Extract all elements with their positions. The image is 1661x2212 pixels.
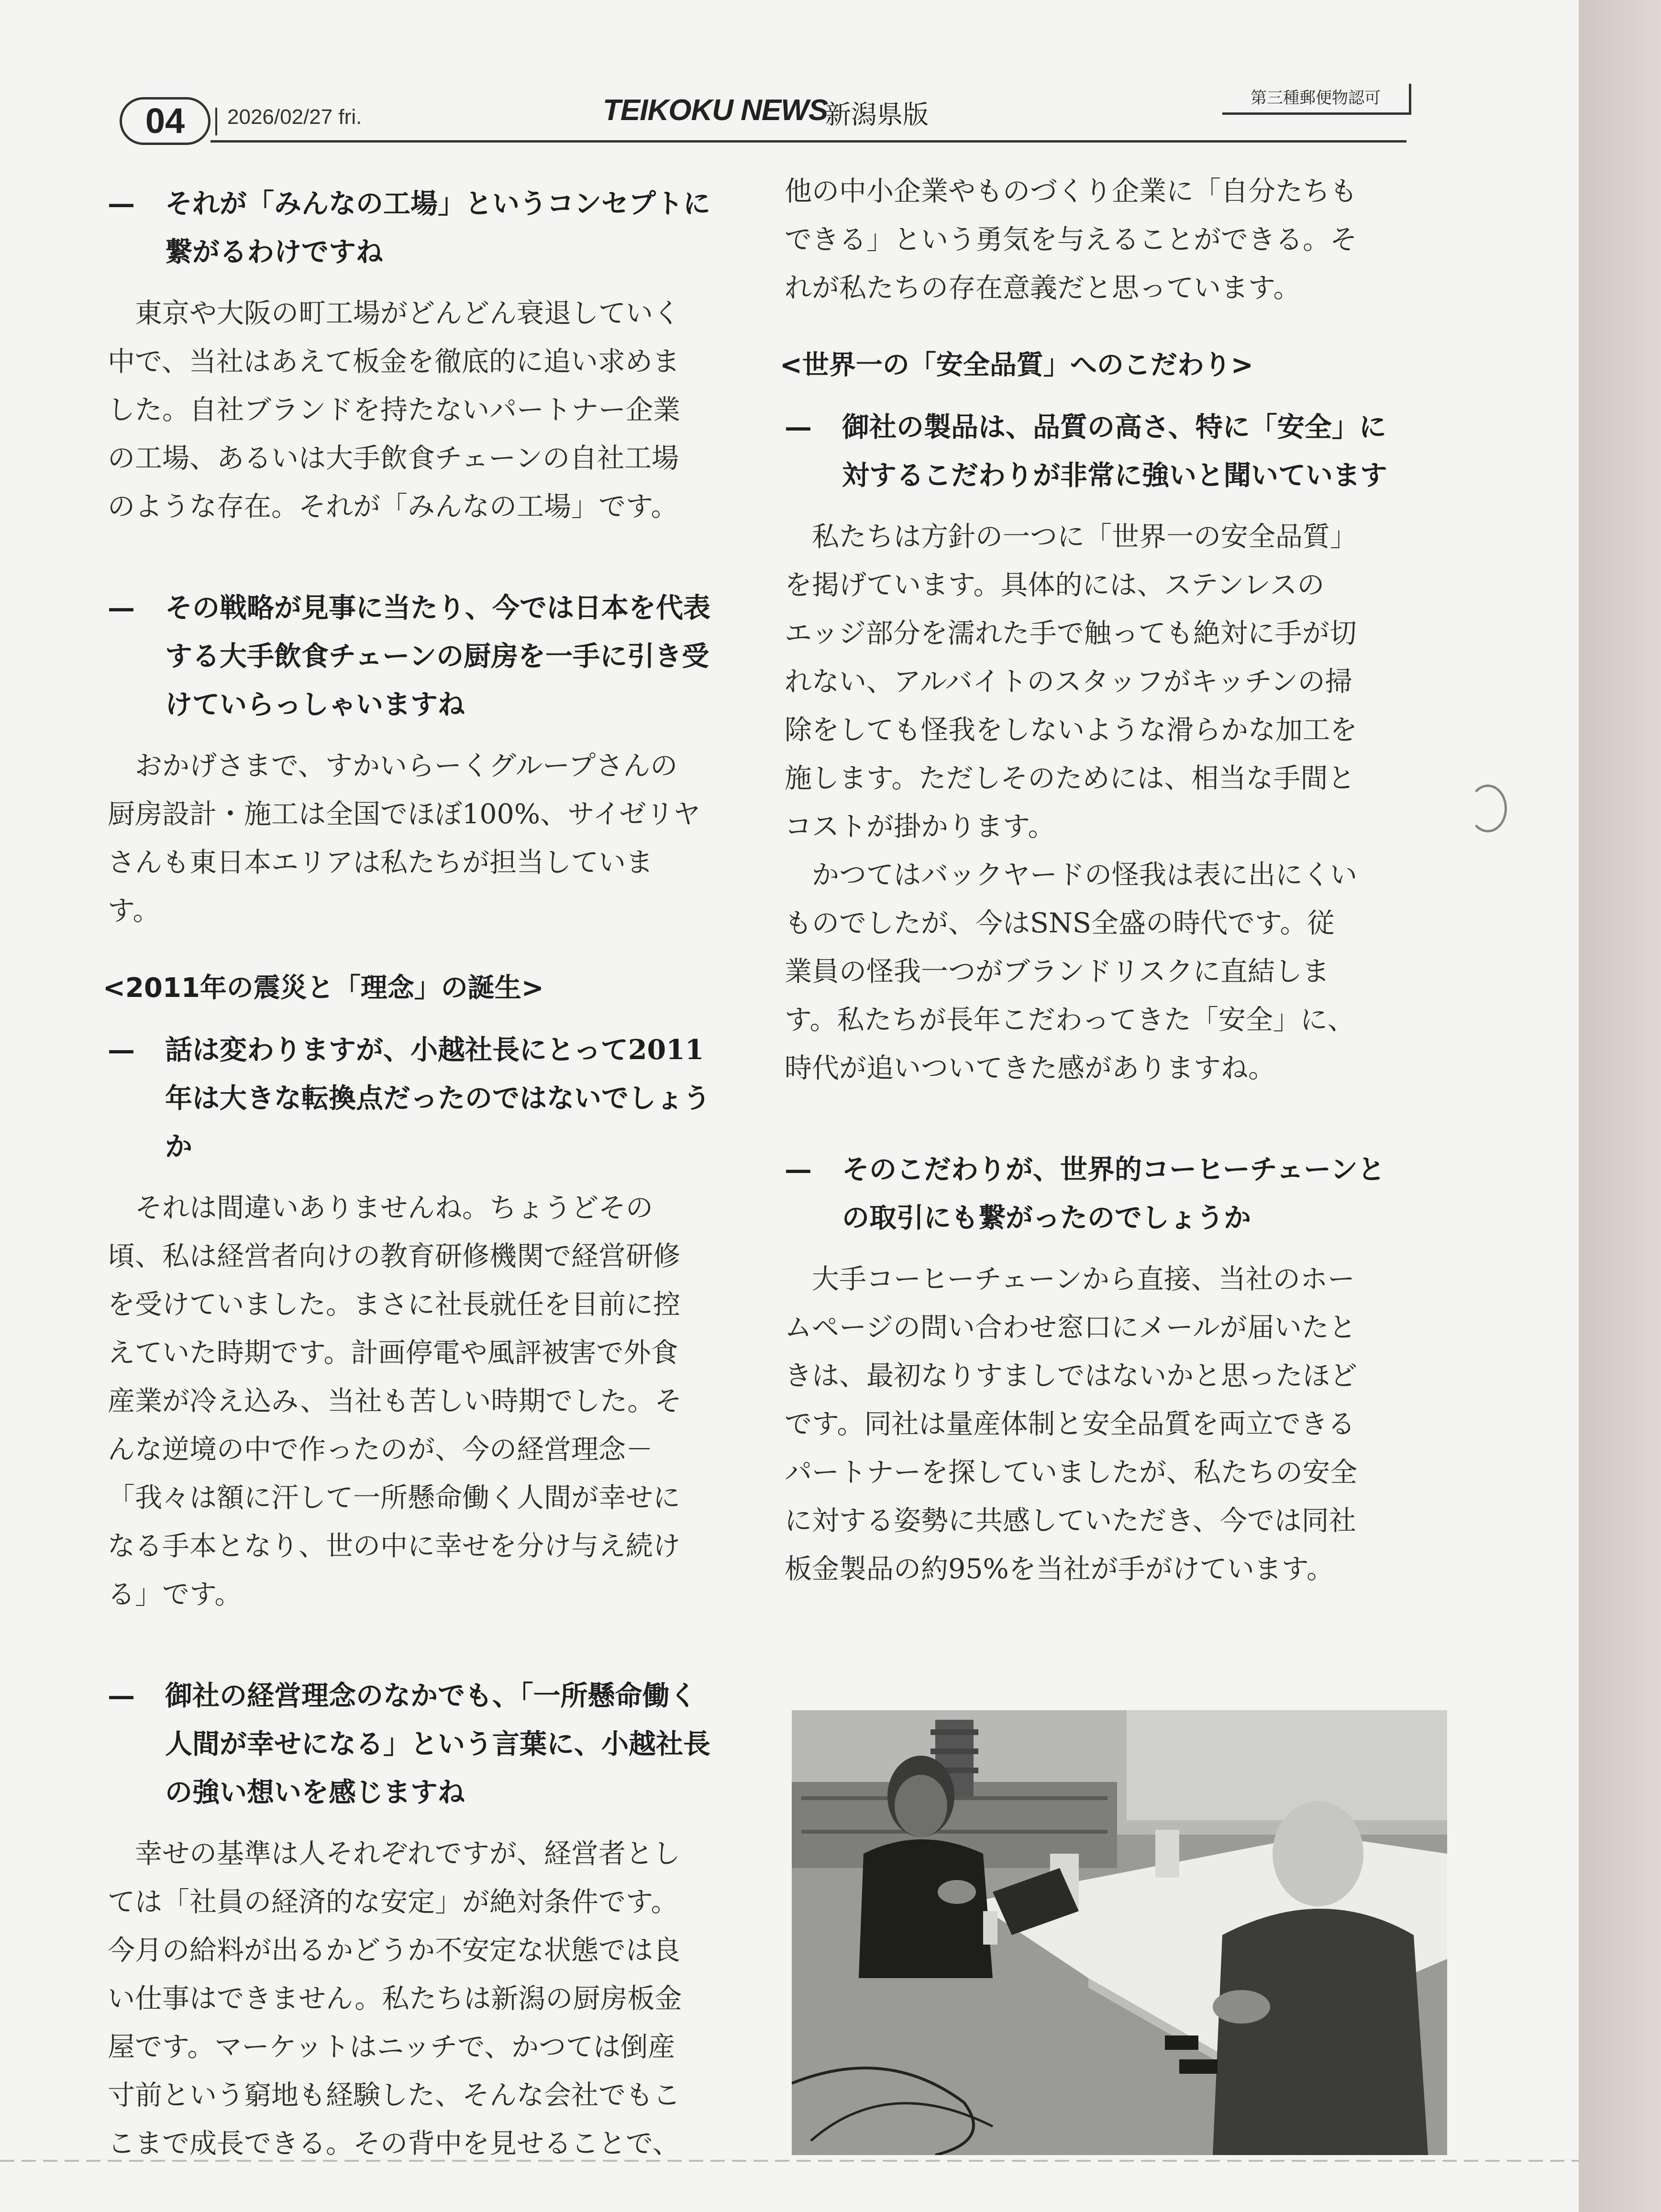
- interview-question: [785, 403, 1426, 499]
- text-line: を掲げています。具体的には、ステンレスの: [785, 569, 1325, 601]
- text-line: する大手飲食チェーンの厨房を一手に引き受: [165, 640, 709, 672]
- text-line: その戦略が見事に当たり、今では日本を代表: [165, 592, 710, 624]
- interview-question: [108, 179, 734, 276]
- text-line: さんも東日本エリアは私たちが担当していま: [108, 847, 653, 878]
- text-line: 「我々は額に汗して一所懸命働く人間が幸せに: [108, 1482, 680, 1514]
- interview-question: [108, 584, 734, 729]
- header-rule: [210, 140, 1406, 143]
- text-line: 繋がるわけですね: [165, 236, 383, 268]
- text-line: 厨房設計・施工は全国でほぼ100%、サイゼリヤ: [108, 798, 701, 830]
- interview-answer: [785, 1255, 1426, 1593]
- question-dash: —: [108, 1680, 135, 1712]
- interview-answer: [785, 513, 1426, 1093]
- text-line: 板金製品の約95%を当社が手がけています。: [785, 1553, 1334, 1585]
- text-line: 施します。ただしそのためには、相当な手間と: [785, 763, 1355, 794]
- interview-question: [108, 1026, 734, 1171]
- text-line: パートナーを探していましたが、私たちの安全: [785, 1457, 1357, 1488]
- edition-label: 新潟県版: [825, 100, 929, 130]
- text-line: 寸前という窮地も経験した、そんな会社でもこ: [108, 2079, 680, 2111]
- interview-answer: [108, 1184, 734, 1619]
- right-column: [780, 167, 1426, 1593]
- text-line: 話は変わりますが、小越社長にとって2011: [165, 1034, 704, 1066]
- text-line: エッジ部分を濡れた手で触っても絶対に手が切: [785, 618, 1357, 649]
- text-line: れが私たちの存在意義だと思っています。: [785, 272, 1301, 304]
- text-line: した。自社ブランドを持たないパートナー企業: [108, 394, 680, 426]
- page-header: [120, 84, 1411, 146]
- interview-question: [108, 1671, 734, 1816]
- section-heading: <2011年の震災と「理念」の誕生>: [103, 973, 544, 1004]
- text-line: そのこだわりが、世界的コーヒーチェーンと: [842, 1153, 1385, 1185]
- text-line: なる手本となり、世の中に幸せを分け与え続け: [108, 1530, 680, 1562]
- question-dash: —: [108, 1034, 135, 1066]
- text-line: かつてはバックヤードの怪我は表に出にくい: [812, 859, 1357, 891]
- text-line: です。同社は量産体制と安全品質を両立できる: [785, 1408, 1355, 1440]
- text-line: の工場、あるいは大手飲食チェーンの自社工場: [108, 442, 679, 474]
- left-column: [103, 179, 734, 2168]
- interview-question: [785, 1145, 1426, 1242]
- text-line: おかげさまで、すかいらーくグループさんの: [135, 750, 678, 782]
- header-divider: [215, 108, 217, 135]
- text-line: できる」という勇気を与えることができる。そ: [785, 224, 1357, 255]
- issue-date: 2026/02/27 fri.: [227, 105, 362, 129]
- text-line: 除をしても怪我をしないような滑らかな加工を: [785, 714, 1357, 746]
- text-line: の取引にも繋がったのでしょうか: [842, 1202, 1251, 1234]
- text-line: 業員の怪我一つがブランドリスクに直結しま: [785, 956, 1329, 987]
- text-line: 東京や大阪の町工場がどんどん衰退していく: [135, 298, 680, 329]
- text-line: れない、アルバイトのスタッフがキッチンの掃: [785, 666, 1352, 697]
- interview-answer: [108, 742, 734, 935]
- text-line: 御社の経営理念のなかでも、「一所懸命働く: [165, 1680, 697, 1712]
- text-line: 屋です。マーケットはニッチで、かつては倒産: [108, 2031, 675, 2063]
- text-line: 他の中小企業やものづくり企業に「自分たちも: [785, 176, 1357, 207]
- text-line: 産業が冷え込み、当社も苦しい時期でした。そ: [108, 1385, 682, 1417]
- text-line: い仕事はできません。私たちは新潟の厨房板金: [108, 1983, 682, 2014]
- postal-permit-label: 第三種郵便物認可: [1222, 84, 1411, 115]
- text-line: 幸せの基準は人それぞれですが、経営者とし: [135, 1838, 680, 1869]
- text-line: 御社の製品は、品質の高さ、特に「安全」に: [842, 411, 1386, 443]
- text-line: こまで成長できる。その背中を見せることで、: [108, 2128, 680, 2159]
- text-line: ては「社員の経済的な安定」が絶対条件です。: [108, 1886, 678, 1918]
- section-heading: <世界一の「安全品質」へのこだわり>: [780, 350, 1253, 381]
- newspaper-title: TEIKOKU NEWS: [603, 94, 828, 127]
- text-line: それは間違いありませんね。ちょうどその: [135, 1192, 653, 1224]
- text-line: 今月の給料が出るかどうか不安定な状態では良: [108, 1935, 680, 1966]
- text-line: か: [165, 1130, 192, 1162]
- interview-answer: [108, 1830, 734, 2168]
- text-line: す。私たちが長年こだわってきた「安全」に、: [785, 1004, 1355, 1036]
- question-dash: —: [108, 188, 135, 220]
- text-line: 大手コーヒーチェーンから直接、当社のホー: [812, 1263, 1355, 1295]
- text-line: を受けていました。まさに社長就任を目前に控: [108, 1289, 680, 1320]
- text-line: 対するこだわりが非常に強いと聞いています: [842, 459, 1387, 491]
- question-dash: —: [108, 592, 135, 624]
- text-line: 人間が幸せになる」という言葉に、小越社長: [165, 1728, 710, 1760]
- desk-background: [1579, 0, 1661, 2212]
- bottom-dashed-rule: [0, 2160, 1579, 2162]
- text-line: 中で、当社はあえて板金を徹底的に追い求めま: [108, 346, 680, 377]
- text-line: 年は大きな転換点だったのではないでしょう: [165, 1082, 710, 1114]
- text-line: す。: [108, 895, 160, 927]
- text-line: る」です。: [108, 1579, 242, 1610]
- text-line: それが「みんなの工場」というコンセプトに: [165, 188, 710, 220]
- interview-photo: [792, 1710, 1447, 2155]
- question-dash: —: [785, 1153, 812, 1185]
- text-line: きは、最初なりすましではないかと思ったほど: [785, 1360, 1357, 1392]
- text-line: 頃、私は経営者向けの教育研修機関で経営研修: [108, 1240, 680, 1272]
- text-line: コストが掛かります。: [785, 811, 1055, 842]
- text-line: のような存在。それが「みんなの工場」です。: [108, 491, 678, 522]
- text-line: に対する姿勢に共感していただき、今では同社: [785, 1505, 1356, 1537]
- text-line: の強い想いを感じますね: [165, 1776, 465, 1808]
- page-number: 04: [120, 97, 210, 145]
- punch-mark: [1469, 785, 1507, 832]
- text-line: 時代が追いついてきた感がありますね。: [785, 1052, 1275, 1084]
- text-line: けていらっしゃいますね: [165, 688, 465, 720]
- interview-answer: [785, 167, 1426, 312]
- text-line: ものでしたが、今はSNS全盛の時代です。従: [785, 907, 1335, 939]
- interview-photo-image: [792, 1710, 1447, 2155]
- text-line: 私たちは方針の一つに「世界一の安全品質」: [812, 521, 1357, 553]
- text-line: んな逆境の中で作ったのが、今の経営理念－: [108, 1434, 653, 1465]
- text-line: ムページの問い合わせ窓口にメールが届いたと: [785, 1312, 1356, 1343]
- text-line: えていた時期です。計画停電や風評被害で外食: [108, 1337, 678, 1369]
- question-dash: —: [785, 411, 812, 443]
- interview-answer: [108, 289, 734, 531]
